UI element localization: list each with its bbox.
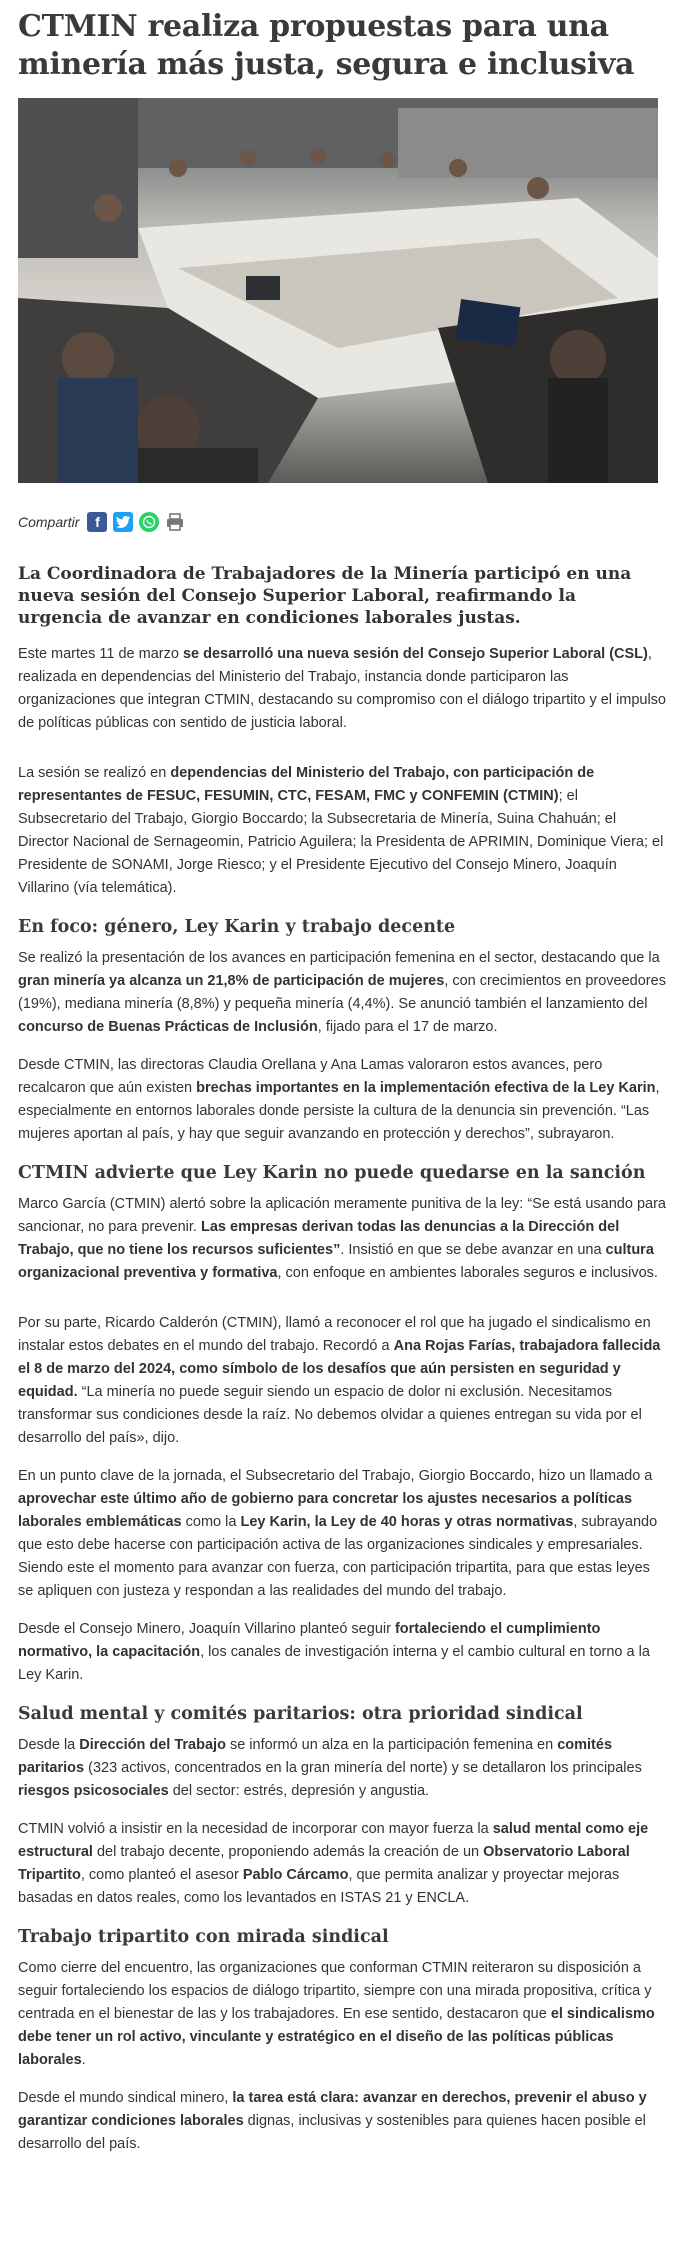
paragraph: La sesión se realizó en dependencias del Ministerio del Trabajo, con participación de representantes de FESUC, FESUMIN, CTC, FESAM, FMC y CONFEMIN (CTMIN); el Subsecretario del Trabajo, Giorgio Boccardo; la Subsecretaria de Minería, Suina Chahuán; el Director Nacional de Sernageomin, Patricio Aguilera; la Presidenta de APRIMIN, Dominique Viera; el Presidente de SONAMI, Jorge Riesco; y el Presidente Ejecutivo del Consejo Minero, Joaquín Villarino (vía telemática). xyxy=(18,765,664,896)
paragraph: Desde el Consejo Minero, Joaquín Villarino planteó seguir fortaleciendo el cumplimiento normativo, la capacitación, los canales de investigación interna y el cambio cultural en torno a la Ley Karin. xyxy=(18,1621,650,1683)
paragraph: Desde el mundo sindical minero, la tarea está clara: avanzar en derechos, prevenir el abuso y garantizar condiciones laborales dignas, inclusivas y sostenibles para quienes hacen posible el desarrollo del país. xyxy=(18,2090,647,2152)
paragraph: Por su parte, Ricardo Calderón (CTMIN), llamó a reconocer el rol que ha jugado el sindicalismo en instalar estos debates en el mundo del trabajo. Recordó a Ana Rojas Farías, trabajadora fallecida el 8 de marzo del 2024, como símbolo de los desafíos que aún persisten en seguridad y equidad. “La minería no puede seguir siendo un espacio de dolor ni exclusión. Necesitamos transformar sus condiciones desde la raíz. No debemos olvidar a quienes entregan su vida por el desarrollo del país», dijo. xyxy=(18,1315,661,1446)
paragraph: Este martes 11 de marzo se desarrolló una nueva sesión del Consejo Superior Laboral (CSL), realizada en dependencias del Ministerio del Trabajo, instancia donde participaron las organizaciones que integran CTMIN, destacando su compromiso con el diálogo tripartito y el impulso de políticas públicas con sentido de justicia laboral. xyxy=(18,646,666,731)
paragraph: Marco García (CTMIN) alertó sobre la aplicación meramente punitiva de la ley: “Se está usando para sancionar, no para prevenir. Las empresas derivan todas las denuncias a la Dirección del Trabajo, que no tiene los recursos suficientes”. Insistió en que se debe avanzar en una cultura organizacional preventiva y formativa, con enfoque en ambientes laborales seguros e inclusivos. xyxy=(18,1196,666,1281)
section-heading-tripartito: Trabajo tripartito con mirada sindical xyxy=(18,1927,389,1947)
section-heading-salud: Salud mental y comités paritarios: otra prioridad sindical xyxy=(18,1704,583,1724)
paragraph: Como cierre del encuentro, las organizaciones que conforman CTMIN reiteraron su disposición a seguir fortaleciendo los espacios de diálogo tripartito, siempre con una mirada propositiva, crítica y centrada en el bienestar de las y los trabajadores. En ese sentido, destacaron que el sindicalismo debe tener un rol activo, vinculante y estratégico en el diseño de las políticas públicas laborales. xyxy=(18,1960,655,2068)
article-lead: La Coordinadora de Trabajadores de la Minería participó en una nueva sesión del Consejo Superior Laboral, reafirmando la urgencia de avanzar en condiciones laborales justas. xyxy=(18,564,632,628)
share-label: Compartir xyxy=(18,514,80,530)
paragraph: Desde la Dirección del Trabajo se informó un alza en la participación femenina en comités paritarios (323 activos, concentrados en la gran minería del norte) y se detallaron los principales riesgos psicosociales del sector: estrés, depresión y angustia. xyxy=(18,1737,642,1799)
paragraph: Se realizó la presentación de los avances en participación femenina en el sector, destacando que la gran minería ya alcanza un 21,8% de participación de mujeres, con crecimientos en proveedores (19%), mediana minería (8,8%) y pequeña minería (4,4%). Se anunció también el lanzamiento del concurso de Buenas Prácticas de Inclusión, fijado para el 17 de marzo. xyxy=(18,950,666,1035)
share-bar xyxy=(18,509,666,535)
section-heading-karin: CTMIN advierte que Ley Karin no puede quedarse en la sanción xyxy=(18,1163,646,1183)
article-photo xyxy=(18,98,658,483)
facebook-icon[interactable]: f xyxy=(87,512,107,532)
twitter-icon[interactable] xyxy=(113,512,133,532)
paragraph: Desde CTMIN, las directoras Claudia Orellana y Ana Lamas valoraron estos avances, pero recalcaron que aún existen brechas importantes en la implementación efectiva de la Ley Karin, especialmente en entornos laborales donde persiste la cultura de la denuncia sin prevención. “Las mujeres aportan al país, y hay que seguir avanzando en protección y derechos”, subrayaron. xyxy=(18,1057,660,1142)
section-heading-foco: En foco: género, Ley Karin y trabajo decente xyxy=(18,917,456,937)
paragraph: CTMIN volvió a insistir en la necesidad de incorporar con mayor fuerza la salud mental como eje estructural del trabajo decente, proponiendo además la creación de un Observatorio Laboral Tripartito, como planteó el asesor Pablo Cárcamo, que permita analizar y proyectar mejoras basadas en datos reales, como los levantados en ISTAS 21 y ENCLA. xyxy=(18,1821,649,1906)
whatsapp-icon[interactable] xyxy=(139,512,159,532)
meeting-photo-illustration xyxy=(18,98,658,483)
print-icon[interactable] xyxy=(165,512,185,532)
paragraph: En un punto clave de la jornada, el Subsecretario del Trabajo, Giorgio Boccardo, hizo un llamado a aprovechar este último año de gobierno para concretar los ajustes necesarios a políticas laborales emblemáticas como la Ley Karin, la Ley de 40 horas y otras normativas, subrayando que esto debe hacerse con participación activa de las organizaciones sindicales y empresariales. Siendo este el momento para avanzar con fuerza, con participación tripartita, para que estas leyes se apliquen con justeza y respondan a las realidades del mundo del trabajo. xyxy=(18,1468,658,1599)
article-title: CTMIN realiza propuestas para una minería más justa, segura e inclusiva xyxy=(18,9,635,82)
